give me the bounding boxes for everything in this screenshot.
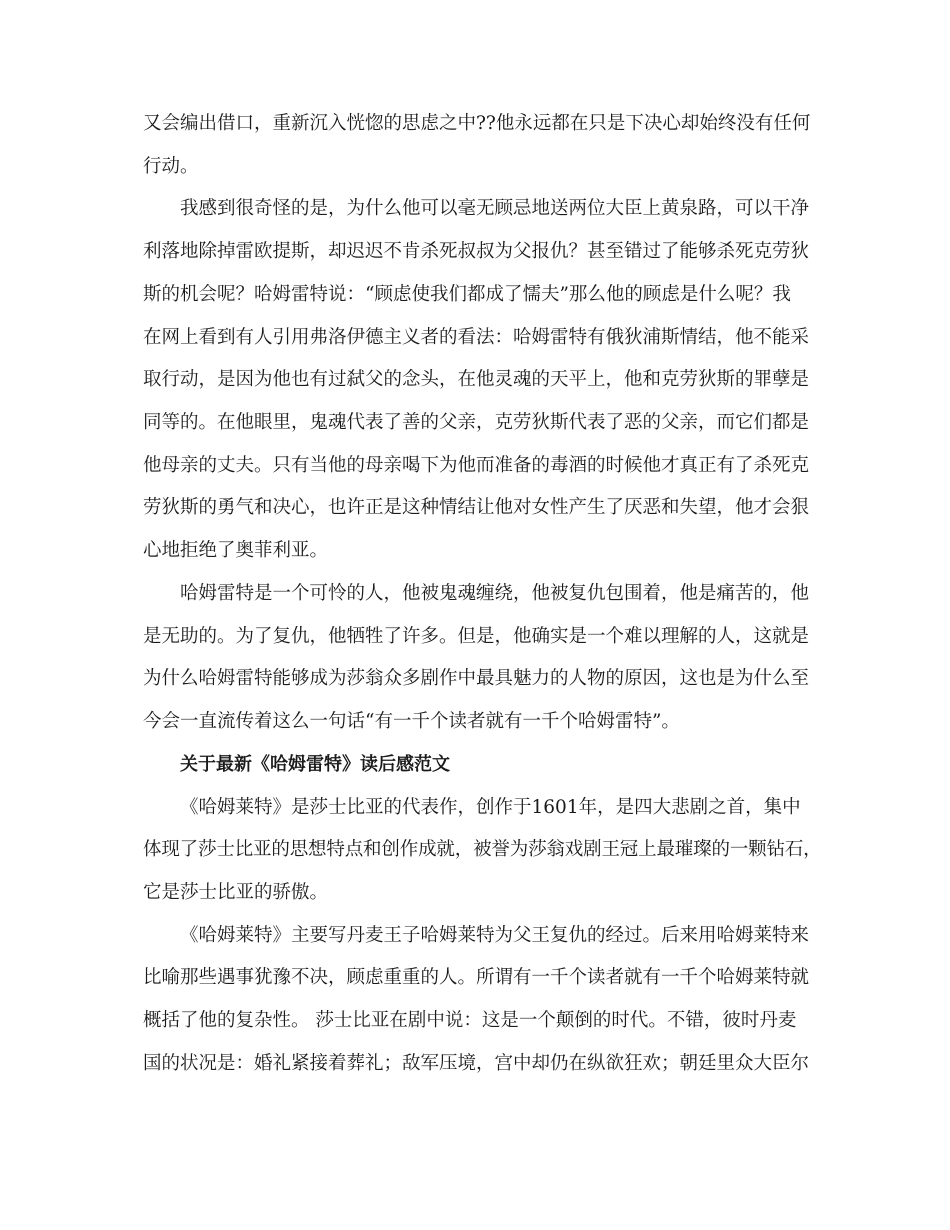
paragraph-3-line-1: 哈姆雷特是一个可怜的人，他被鬼魂缠绕，他被复仇包围着，他是痛苦的，他 [180,583,810,604]
paragraph-5-line-2: 比喻那些遇事犹豫不决，顾虑重重的人。所谓有一千个读者就有一千个哈姆莱特就 [143,967,810,988]
paragraph-4-line-1: 《哈姆莱特》是莎士比亚的代表作，创作于1601年，是四大悲剧之首，集中 [180,797,801,818]
paragraph-2-line-3: 斯的机会呢？哈姆雷特说：“顾虑使我们都成了懦夫”那么他的顾虑是什么呢？我 [143,284,791,305]
paragraph-2-line-7: 他母亲的丈夫。只有当他的母亲喝下为他而准备的毒酒的时候他才真正有了杀死克 [143,455,810,476]
paragraph-3-line-4: 今会一直流传着这么一句话“有一千个读者就有一千个哈姆雷特”。 [143,711,680,732]
paragraph-1-line-2: 行动。 [143,156,199,177]
paragraph-2-line-9: 心地拒绝了奥菲利亚。 [143,540,329,561]
paragraph-3-line-2: 是无助的。为了复仇，他牺牲了许多。但是，他确实是一个难以理解的人，这就是 [143,626,810,647]
paragraph-2-line-8: 劳狄斯的勇气和决心，也许正是这种情结让他对女性产生了厌恶和失望，他才会狠 [143,497,810,518]
paragraph-4-line-2: 体现了莎士比亚的思想特点和创作成就，被誉为莎翁戏剧王冠上最璀璨的一颗钻石， [143,839,822,860]
paragraph-2-line-1: 我感到很奇怪的是，为什么他可以毫无顾忌地送两位大臣上黄泉路，可以干净 [180,198,810,219]
paragraph-3-line-3: 为什么哈姆雷特能够成为莎翁众多剧作中最具魅力的人物的原因，这也是为什么至 [143,668,810,689]
paragraph-5-line-1: 《哈姆莱特》主要写丹麦王子哈姆莱特为父王复仇的经过。后来用哈姆莱特来 [180,925,810,946]
paragraph-4-line-3: 它是莎士比亚的骄傲。 [143,882,329,903]
paragraph-2-line-6: 同等的。在他眼里，鬼魂代表了善的父亲，克劳狄斯代表了恶的父亲，而它们都是 [143,412,810,433]
paragraph-2-line-5: 取行动，是因为他也有过弑父的念头，在他灵魂的天平上，他和克劳狄斯的罪孽是 [143,369,810,390]
paragraph-5-line-3: 概括了他的复杂性。 莎士比亚在剧中说：这是一个颠倒的时代。不错，彼时丹麦 [143,1010,797,1031]
paragraph-5-line-4: 国的状况是：婚礼紧接着葬礼；敌军压境，宫中却仍在纵欲狂欢；朝廷里众大臣尔 [143,1053,810,1074]
section-heading: 关于最新《哈姆雷特》读后感范文 [180,754,450,775]
paragraph-2-line-2: 利落地除掉雷欧提斯，却迟迟不肯杀死叔叔为父报仇？甚至错过了能够杀死克劳狄 [143,241,810,262]
paragraph-2-line-4: 在网上看到有人引用弗洛伊德主义者的看法：哈姆雷特有俄狄浦斯情结，他不能采 [143,327,810,348]
paragraph-1-line-1: 又会编出借口，重新沉入恍惚的思虑之中??他永远都在只是下决心却始终没有任何 [143,113,811,134]
